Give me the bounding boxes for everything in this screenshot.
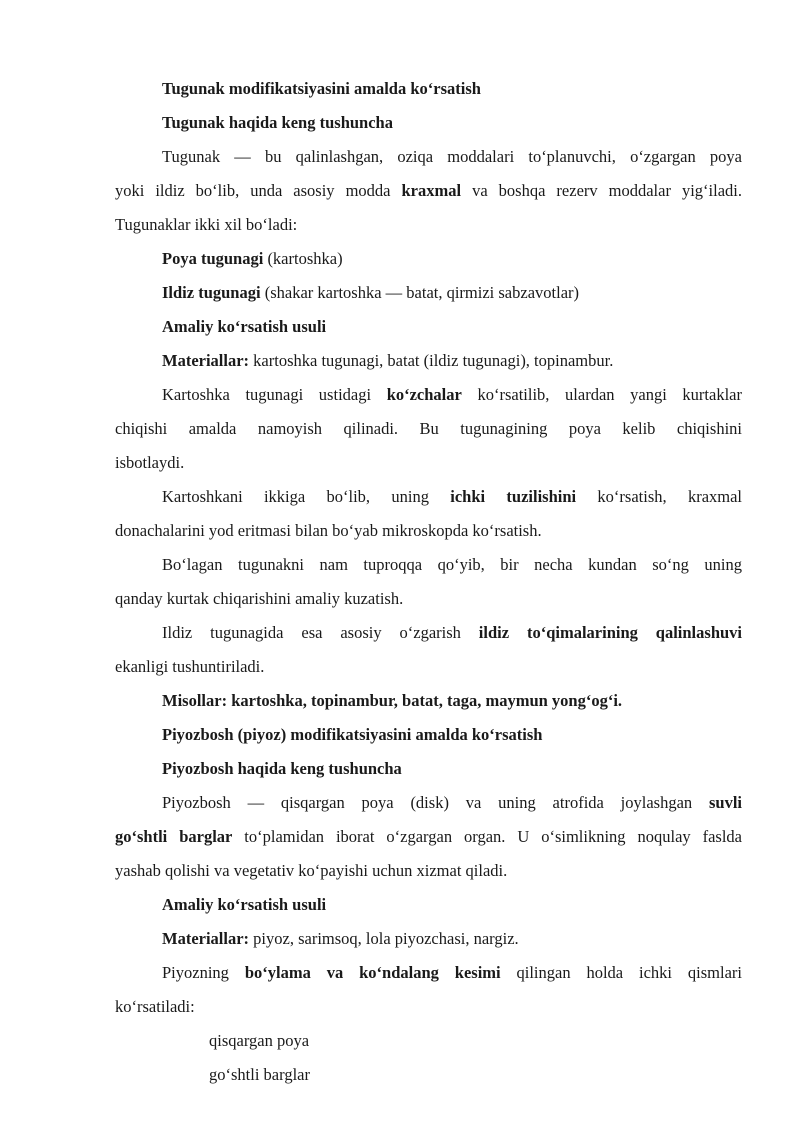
bold-term: Materiallar: bbox=[162, 929, 250, 948]
paragraph-line: isbotlaydi. bbox=[115, 453, 185, 472]
text: qilingan holda ichki qismlari bbox=[500, 963, 742, 982]
paragraph-line: Tugunak — bu qalinlashgan, oziqa moddalari toʻplanuvchi, oʻzgargan poya bbox=[162, 147, 742, 166]
text: yoki ildiz boʻlib, unda asosiy modda bbox=[115, 181, 402, 200]
subheading-bulb-concept: Piyozbosh haqida keng tushuncha bbox=[162, 759, 402, 778]
bold-term: goʻshtli barglar bbox=[115, 827, 233, 846]
section-heading-bulb: Piyozbosh (piyoz) modifikatsiyasini amalda koʻrsatish bbox=[162, 725, 543, 744]
text: Kartoshka tugunagi ustidagi bbox=[162, 385, 387, 404]
bold-term: koʻzchalar bbox=[386, 385, 462, 404]
subheading-method: Amaliy koʻrsatish usuli bbox=[162, 317, 327, 336]
paragraph-line bbox=[115, 824, 742, 858]
paragraph-line: qanday kurtak chiqarishini amaliy kuzatish. bbox=[115, 589, 404, 608]
text: koʻrsatilib, ulardan yangi kurtaklar bbox=[461, 385, 742, 404]
list-item bbox=[115, 246, 742, 280]
text: Piyozbosh — qisqargan poya (disk) va uning atrofida joylashgan bbox=[162, 793, 709, 812]
text: piyoz, sarimsoq, lola piyozchasi, nargiz. bbox=[249, 929, 519, 948]
paragraph-line: yashab qolishi va vegetativ koʻpayishi uchun xizmat qiladi. bbox=[115, 861, 508, 880]
paragraph-line: Tugunaklar ikki xil boʻladi: bbox=[115, 215, 298, 234]
paragraph-line: Boʻlagan tugunakni nam tuproqqa qoʻyib, bir necha kundan soʻng uning bbox=[162, 555, 742, 574]
paragraph-line bbox=[115, 178, 742, 212]
paragraph-line bbox=[115, 484, 742, 518]
list-item bbox=[115, 280, 742, 314]
bold-term: suvli bbox=[708, 793, 742, 812]
paragraph-line: chiqishi amalda namoyish qilinadi. Bu tugunagining poya kelib chiqishini bbox=[115, 419, 742, 438]
bold-term: Ildiz tugunagi bbox=[162, 283, 261, 302]
text: toʻplamidan iborat oʻzgargan organ. U oʻsimlikning noqulay faslda bbox=[232, 827, 742, 846]
list-item: qisqargan poya bbox=[209, 1031, 310, 1050]
bold-term: Materiallar: bbox=[162, 351, 250, 370]
bold-term: kraxmal bbox=[401, 181, 462, 200]
examples-line: Misollar: kartoshka, topinambur, batat, taga, maymun yongʻogʻi. bbox=[162, 691, 623, 710]
text: koʻrsatish, kraxmal bbox=[576, 487, 743, 506]
text: kartoshka tugunagi, batat (ildiz tugunagi), topinambur. bbox=[249, 351, 614, 370]
paragraph-line: ekanligi tushuntiriladi. bbox=[115, 657, 265, 676]
section-heading-tuber: Tugunak modifikatsiyasini amalda koʻrsatish bbox=[162, 79, 481, 98]
list-item: goʻshtli barglar bbox=[209, 1065, 310, 1084]
text: (shakar kartoshka — batat, qirmizi sabzavotlar) bbox=[260, 283, 580, 302]
bold-term: ildiz toʻqimalarining qalinlashuvi bbox=[478, 623, 742, 642]
text: Piyozning bbox=[162, 963, 245, 982]
text: Kartoshkani ikkiga boʻlib, uning bbox=[162, 487, 451, 506]
bold-term: boʻylama va koʻndalang kesimi bbox=[244, 963, 501, 982]
paragraph-line bbox=[115, 960, 742, 994]
subheading-method: Amaliy koʻrsatish usuli bbox=[162, 895, 327, 914]
text: va boshqa rezerv moddalar yigʻiladi. bbox=[461, 181, 742, 200]
bold-term: Poya tugunagi bbox=[162, 249, 264, 268]
paragraph-line bbox=[115, 790, 742, 824]
subheading-tuber-concept: Tugunak haqida keng tushuncha bbox=[162, 113, 393, 132]
paragraph-line bbox=[115, 382, 742, 416]
paragraph-line bbox=[115, 620, 742, 654]
paragraph-line: koʻrsatiladi: bbox=[115, 997, 195, 1016]
text: (kartoshka) bbox=[263, 249, 343, 268]
materials-line bbox=[115, 926, 742, 960]
bold-term: ichki tuzilishini bbox=[450, 487, 577, 506]
text: Ildiz tugunagida esa asosiy oʻzgarish bbox=[162, 623, 479, 642]
document-body bbox=[115, 76, 742, 1096]
materials-line bbox=[115, 348, 742, 382]
paragraph-line: donachalarini yod eritmasi bilan boʻyab mikroskopda koʻrsatish. bbox=[115, 521, 542, 540]
